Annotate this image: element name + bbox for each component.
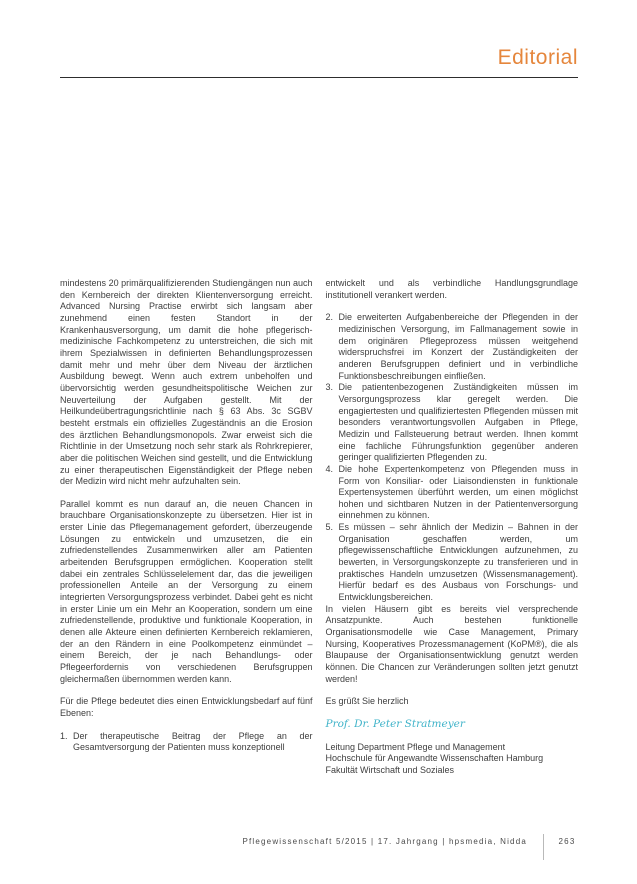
list-item [326, 464, 579, 522]
two-column-body [60, 278, 578, 777]
header-divider [60, 77, 578, 78]
body-paragraph: mindestens 20 primärqualifizierenden Studiengängen nun auch den Kernbereich der direkten Klientenversorgung erreicht. Advanced Nursing Practise erwirbt sich langsam aber zunehmend einen festen Standort in der Krankenhausversorgung, um damit die hohe pflegerisch-medizinische Fachkompetenz zu unterstreichen, die sich mit ihrem Spezialwissen in definierten Behandlungsprozessen damit mehr und mehr über dem Niveau der ärztlichen Ausbildung bewegt. Wenn auch extrem unbeholfen und übervorsichtig werden gesundheitspolitische Weichen zur Neuverteilung der Aufgaben gestellt. Mit der Heilkundeübertragungsrichtlinie nach § 63 Abs. 3c SGBV besteht erstmals ein offizielles Zugeständnis an die Erosion des ärztlichen Behandlungsmonopols. Zwar erweist sich die Richtlinie in der Umsetzung noch sehr stark als Rohrkrepierer, aber die politischen Weichen sind gestellt, und die Entwicklung zu einer therapeutischen Eigenständigkeit der Pflege neben der Medizin wird nicht mehr aufzuhalten sein. [60, 278, 313, 487]
right-column [326, 278, 579, 777]
author-signature: Prof. Dr. Peter Stratmeyer [325, 717, 465, 730]
list-item-number: 5. [325, 522, 334, 533]
list-item [326, 382, 579, 464]
page-footer [60, 834, 578, 860]
page-title: Editorial [497, 46, 578, 69]
list-item-number: 3. [325, 382, 334, 393]
page-header [60, 44, 578, 86]
list-item-continuation: entwickelt und als verbindliche Handlungsgrundlage institutionell verankert werden. [325, 278, 578, 300]
list-item-text: Die hohe Expertenkompetenz von Pflegenden muss in Form von Konsiliar- oder Liaisondiensten in funktionale Expertensystemen überführt werden, um einen möglichst hohen und sichtbaren Nutzen in der Patientenversorgung einnehmen zu können. [338, 463, 578, 521]
list-item-number: 2. [325, 312, 334, 323]
body-paragraph: Für die Pflege bedeutet dies einen Entwicklungsbedarf auf fünf Ebenen: [60, 696, 313, 718]
list-item-number: 1. [60, 730, 68, 741]
body-paragraph: Parallel kommt es nun darauf an, die neuen Chancen in brauchbare Organisationskonzepte zu übersetzen. Hier ist in erster Linie das Pflegemanagement gefordert, überzeugende Lösungen zu entwickeln und umzusetzen, die ein zufriedenstellendes Zusammenwirken aller am Patienten arbeitenden Berufsgruppen ermöglichen. Kooperation stellt dabei ein zentrales Schlüsselelement dar, das die jeweiligen professionellen Anteile an der Versorgung zu einem integrierten Versorgungsprozess verbindet. Dabei geht es nicht in erster Linie um ein Mehr an Kooperation, sondern um eine zufriedenstellende, produktive und funktionale Kooperation, in denen alle Akteure einen definierten Kernbereich reklamieren, der an den Rändern in eine Poolkompetenz einmündet – einem Bereich, der je nach Behandlungs- oder Pflegeerfordernis von verschiedenen Berufsgruppen gleichermaßen übernommen werden kann. [60, 498, 313, 684]
left-column [60, 278, 313, 777]
list-item-number: 4. [325, 463, 334, 474]
list-item-text: Es müssen – sehr ähnlich der Medizin – Bahnen in der Organisation geschaffen werden, um pflegewissenschaftliche Entwicklungen aufzunehmen, zu bewerten, in Versorgungskonzepte zu transferieren und in praktisches Handeln umzusetzen (Wissensmanagement). Hierfür bedarf es des Ausbaus von Forschungs- und Entwicklungsbereichen. [338, 522, 578, 603]
salutation: Es grüßt Sie herzlich [325, 696, 409, 707]
author-affiliation [326, 742, 579, 777]
closing-paragraph: In vielen Häusern gibt es bereits viel versprechende Ansatzpunkte. Auch bestehen funktionelle Organisationsmodelle wie Case Management, Primary Nursing, Kooperatives Prozessmanagement (KoPM®), die als Blaupause der Organisationsentwicklung genutzt werden können. Die Chancen zur Veränderungen sollten jetzt genutzt werden! [325, 603, 578, 684]
affiliation-line: Hochschule für Angewandte Wissenschaften Hamburg [325, 753, 544, 764]
list-item [326, 312, 579, 382]
journal-imprint: Pflegewissenschaft 5/2015 | 17. Jahrgang | hpsmedia, Nidda [242, 837, 527, 846]
list-item [326, 522, 579, 604]
page-number: 263 [558, 837, 576, 846]
affiliation-line: Fakultät Wirtschaft und Soziales [325, 764, 455, 775]
list-item [60, 731, 313, 754]
list-item-text: Die erweiterten Aufgabenbereiche der Pflegenden in der medizinischen Versorgung, im Fallmanagement sowie in dem originären Pflegeprozess müssen weitgehend widerspruchsfrei im Konzert der Zuständigkeiten der anderen Berufsgruppen definiert und in verbindliche Funktionsbeschreibungen einfließen. [338, 312, 578, 381]
affiliation-line: Leitung Department Pflege und Management [325, 741, 506, 752]
footer-divider [543, 834, 544, 860]
list-item-text: Der therapeutische Beitrag der Pflege an der Gesamtversorgung der Patienten muss konzeptionell [73, 730, 313, 753]
list-item-text: Die patientenbezogenen Zuständigkeiten müssen im Versorgungsprozess klar geregelt werden. Die engagiertesten und qualifiziertesten Pflegenden müssen mit besonders verantwortungsvollen Aufgaben in Pflege, Medizin und Fallsteuerung betraut werden. Ihnen kommt eine fachliche Führungsfunktion gegenüber anderen geringer qualifizierten Pflegenden zu. [338, 382, 578, 463]
